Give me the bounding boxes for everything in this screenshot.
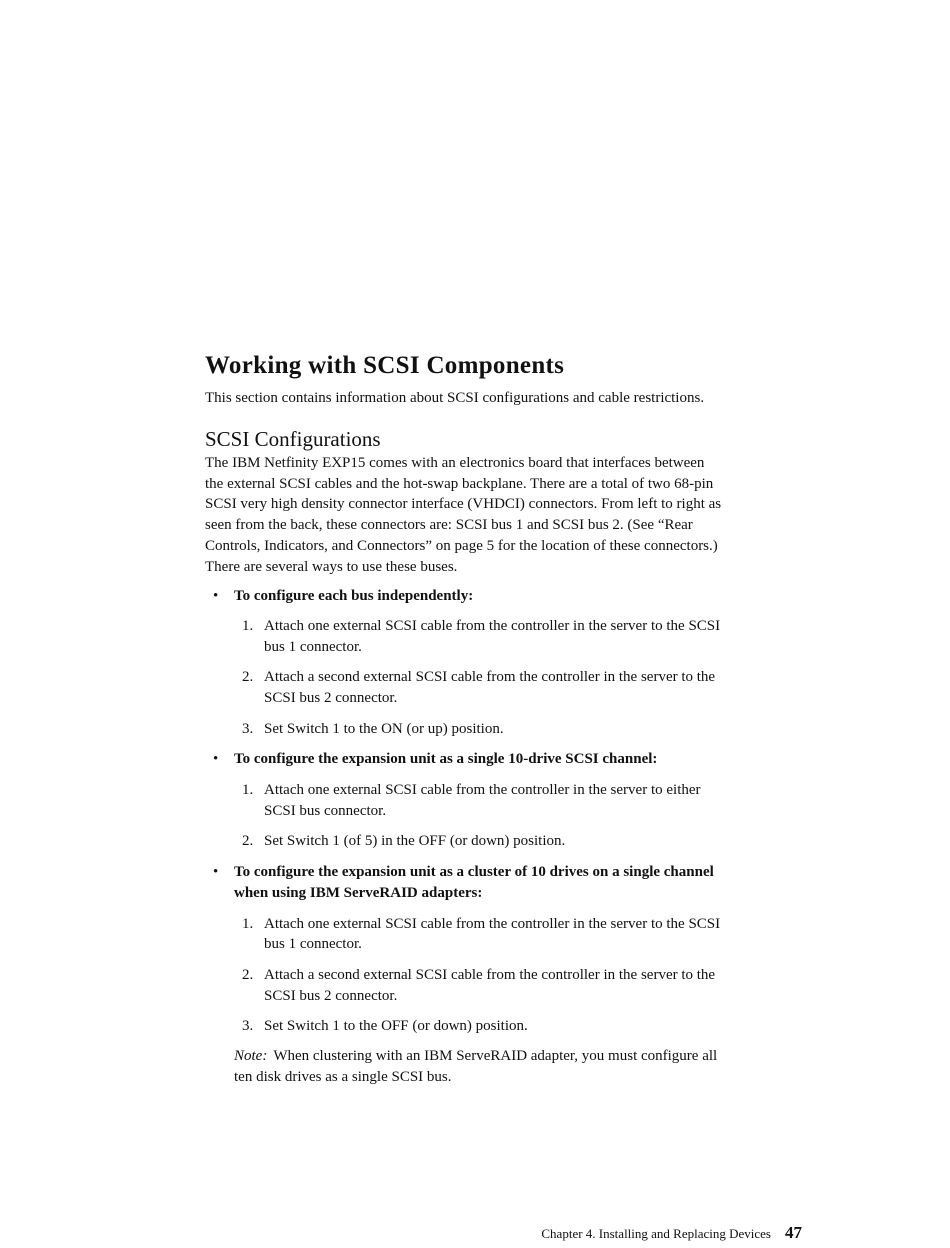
step-number: 2. <box>242 833 254 850</box>
section-heading: SCSI Configurations <box>205 426 381 451</box>
note-text: When clustering with an IBM ServeRAID adapter, you must configure all ten disk drives as a single SCSI bus. <box>234 1048 718 1085</box>
page-title: Working with SCSI Components <box>205 352 565 379</box>
step-number: 3. <box>242 1017 254 1034</box>
step-number: 1. <box>242 782 254 799</box>
page-content <box>205 350 725 1098</box>
intro-paragraph: This section contains information about SCSI configurations and cable restrictions. <box>205 390 705 406</box>
step-text: Attach one external SCSI cable from the controller in the server to the SCSI bus 1 connector. <box>264 915 721 953</box>
step-item <box>234 780 725 822</box>
step-list <box>234 616 725 739</box>
page-number: 47 <box>785 1223 802 1242</box>
step-item <box>234 667 725 709</box>
step-text: Attach a second external SCSI cable from the controller in the server to the SCSI bus 2 connector. <box>264 966 716 1004</box>
step-item <box>234 616 725 658</box>
section-body: The IBM Netfinity EXP15 comes with an electronics board that interfaces between the external SCSI cables and the hot-swap backplane. There are a total of two 68-pin SCSI very high density connector interface (VHDCI) connectors. From left to right as seen from the back, these connectors are: SCSI bus 1 and SCSI bus 2. (See “Rear Controls, Indicators, and Connectors” on page 5 for the location of these connectors.) There are several ways to use these buses. <box>205 454 722 575</box>
step-text: Set Switch 1 (of 5) in the OFF (or down) position. <box>264 833 566 850</box>
note <box>234 1046 725 1088</box>
chapter-title: Chapter 4. Installing and Replacing Devices <box>541 1226 771 1241</box>
step-number: 2. <box>242 966 254 983</box>
note-label: Note: <box>234 1048 268 1065</box>
bullet-title: To configure the expansion unit as a cluster of 10 drives on a single channel when using IBM ServeRAID adapters: <box>234 864 714 901</box>
bullet-title: To configure each bus independently: <box>234 587 474 604</box>
step-text: Attach a second external SCSI cable from the controller in the server to the SCSI bus 2 connector. <box>264 669 716 707</box>
step-number: 3. <box>242 720 254 737</box>
step-item <box>234 965 725 1007</box>
step-list <box>234 914 725 1037</box>
bullet-icon: • <box>213 587 219 604</box>
bullet-icon: • <box>213 864 219 881</box>
step-text: Attach one external SCSI cable from the controller in the server to either SCSI bus connector. <box>264 782 701 819</box>
step-text: Attach one external SCSI cable from the controller in the server to the SCSI bus 1 connector. <box>264 618 721 656</box>
list-item <box>205 862 725 1088</box>
list-item <box>205 749 725 852</box>
step-list <box>234 780 725 852</box>
step-text: Set Switch 1 to the OFF (or down) position. <box>264 1017 528 1034</box>
step-number: 1. <box>242 915 254 932</box>
step-text: Set Switch 1 to the ON (or up) position. <box>264 720 504 737</box>
step-number: 2. <box>242 669 254 686</box>
list-item <box>205 586 725 740</box>
page-footer <box>541 1223 802 1244</box>
configuration-list <box>205 586 725 1088</box>
step-number: 1. <box>242 618 254 635</box>
step-item <box>234 914 725 956</box>
bullet-icon: • <box>213 751 219 768</box>
step-item <box>234 831 725 852</box>
step-item <box>234 719 725 740</box>
bullet-title: To configure the expansion unit as a single 10-drive SCSI channel: <box>234 751 658 768</box>
step-item <box>234 1016 725 1037</box>
